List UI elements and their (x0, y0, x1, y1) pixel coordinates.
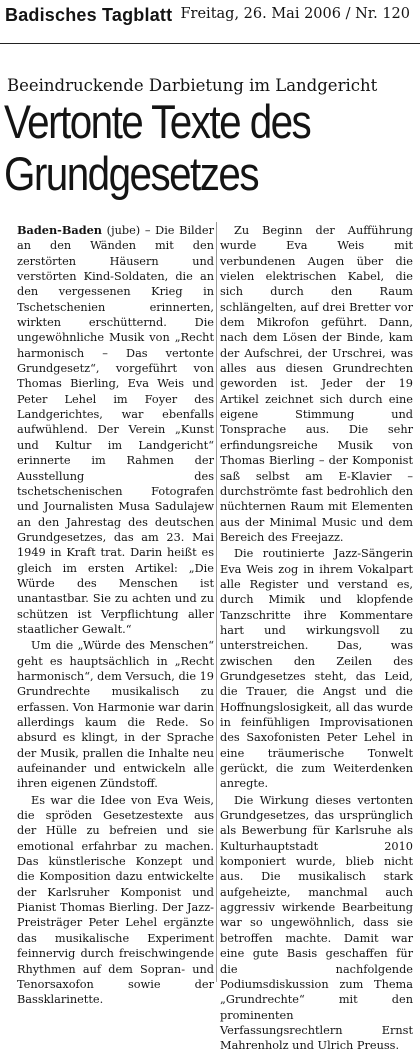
article-paragraph: Es war die Idee von Eva Weis, die spröden Gesetzestexte aus der Hülle zu befreien und sie emotional erfahrbar zu machen. Das künstlerische Konzept und die Komposition dazu entwickelte der Karlsruher Komponist und Pianist Thomas Bierling. Der Jazz-Preisträger Peter Lehel ergänzte das musikalische Experiment feinnervig durch freischwingende Rhythmen auf dem Sopran- und Tenorsaxofon sowie der Bassklarinette. (17, 793, 214, 1007)
article-paragraph: Die routinierte Jazz-Sängerin Eva Weis zog in ihrem Vokalpart alle Register und verstand es, durch Mimik und klopfende Tanzschritte ihre Kommentare hart und wirkungsvoll zu unterstreichen. Das, was zwischen den Zeilen des Grundgesetzes steht, das Leid, die Trauer, die Angst und die Hoffnungslosigkeit, all das wurde in feinfühligen Improvisationen des Saxofonisten Peter Lehel in eine träumerische Tonwelt gerückt, die zum Weiterdenken anregte. (220, 547, 413, 791)
article-column-left (17, 223, 214, 1008)
headline-line-2: Grundgesetzes (4, 147, 258, 200)
column-divider (216, 222, 217, 982)
article-column-right (220, 223, 413, 1054)
article-paragraph: Die Wirkung dieses vertonten Grundgesetzes, das ursprünglich als Bewerbung für Karlsruhe als Kulturhauptstadt 2010 komponiert wurde, blieb nicht aus. Die musikalisch stark aufgeheizte, manchmal auch aggressiv wirkende Bearbeitung war so ungewöhnlich, dass sie betroffen machte. Damit war eine gute Basis geschaffen für die nachfolgende Podiumsdiskussion zum Thema „Grundrechte“ mit den prominenten Verfassungsrechtlern Ernst Mahrenholz und Ulrich Preuss. (220, 793, 413, 1053)
paragraph-text: (jube) – Die Bilder an den Wänden mit den zerstörten Häusern und verstörten Kind-Soldaten, die an den vergessenen Krieg in Tschetschenien erinnerten, wirkten erschütternd. Die ungewöhnliche Musik von „Recht harmonisch – Das vertonte Grundgesetz“, vorgeführt von Thomas Bierling, Eva Weis und Peter Lehel im Foyer des Landgerichtes, war ebenfalls aufwühlend. Der Verein „Kunst und Kultur im Landgericht“ erinnerte im Rahmen der Ausstellung des tschetschenischen Fotografen und Journalisten Musa Sadulajew an den Jahrestag des deutschen Grundgesetzes, das am 23. Mai 1949 in Kraft trat. Darin heißt es gleich im ersten Artikel: „Die Würde des Menschen ist unantastbar. Sie zu achten und zu schützen ist Verpflichtung aller staatlicher Gewalt.“ (17, 224, 214, 636)
dateline: Baden-Baden (17, 223, 103, 237)
article-kicker: Beeindruckende Darbietung im Landgericht (7, 76, 378, 95)
article-paragraph: Zu Beginn der Aufführung wurde Eva Weis mit verbundenen Augen über die vielen elektrischen Kabel, die sich durch den Raum schlängelten, auf drei Bretter vor dem Mikrofon geführt. Dann, nach dem Lösen der Binde, kam der Aufschrei, der Urschrei, was alles aus diesen Grundrechten geworden ist. Jeder der 19 Artikel zeichnet sich durch eine eigene Stimmung und Tonsprache aus. Die sehr erfindungsreiche Musik von Thomas Bierling – der Komponist saß selbst am E-Klavier – durchströmte fast bedrohlich den nüchternen Raum mit Elementen aus der Minimal Music und dem Bereich des Freejazz. (220, 224, 413, 544)
headline-line-1: Vertonte Texte des (4, 95, 311, 148)
article-paragraph: Um die „Würde des Menschen“ geht es hauptsächlich in „Recht harmonisch“, dem Versuch, die 19 Grundrechte musikalisch zu erfassen. Von Harmonie war darin allerdings kaum die Rede. So absurd es klingt, in der Sprache der Musik, prallen die Inhalte neu aufeinander und entwickeln alle ihren eigenen Zündstoff. (17, 639, 214, 791)
article-headline (4, 96, 417, 200)
issue-info: Freitag, 26. Mai 2006 / Nr. 120 (180, 6, 410, 22)
article-paragraph (17, 223, 214, 637)
paper-name: Badisches Tagblatt (5, 5, 173, 25)
masthead (0, 0, 420, 44)
